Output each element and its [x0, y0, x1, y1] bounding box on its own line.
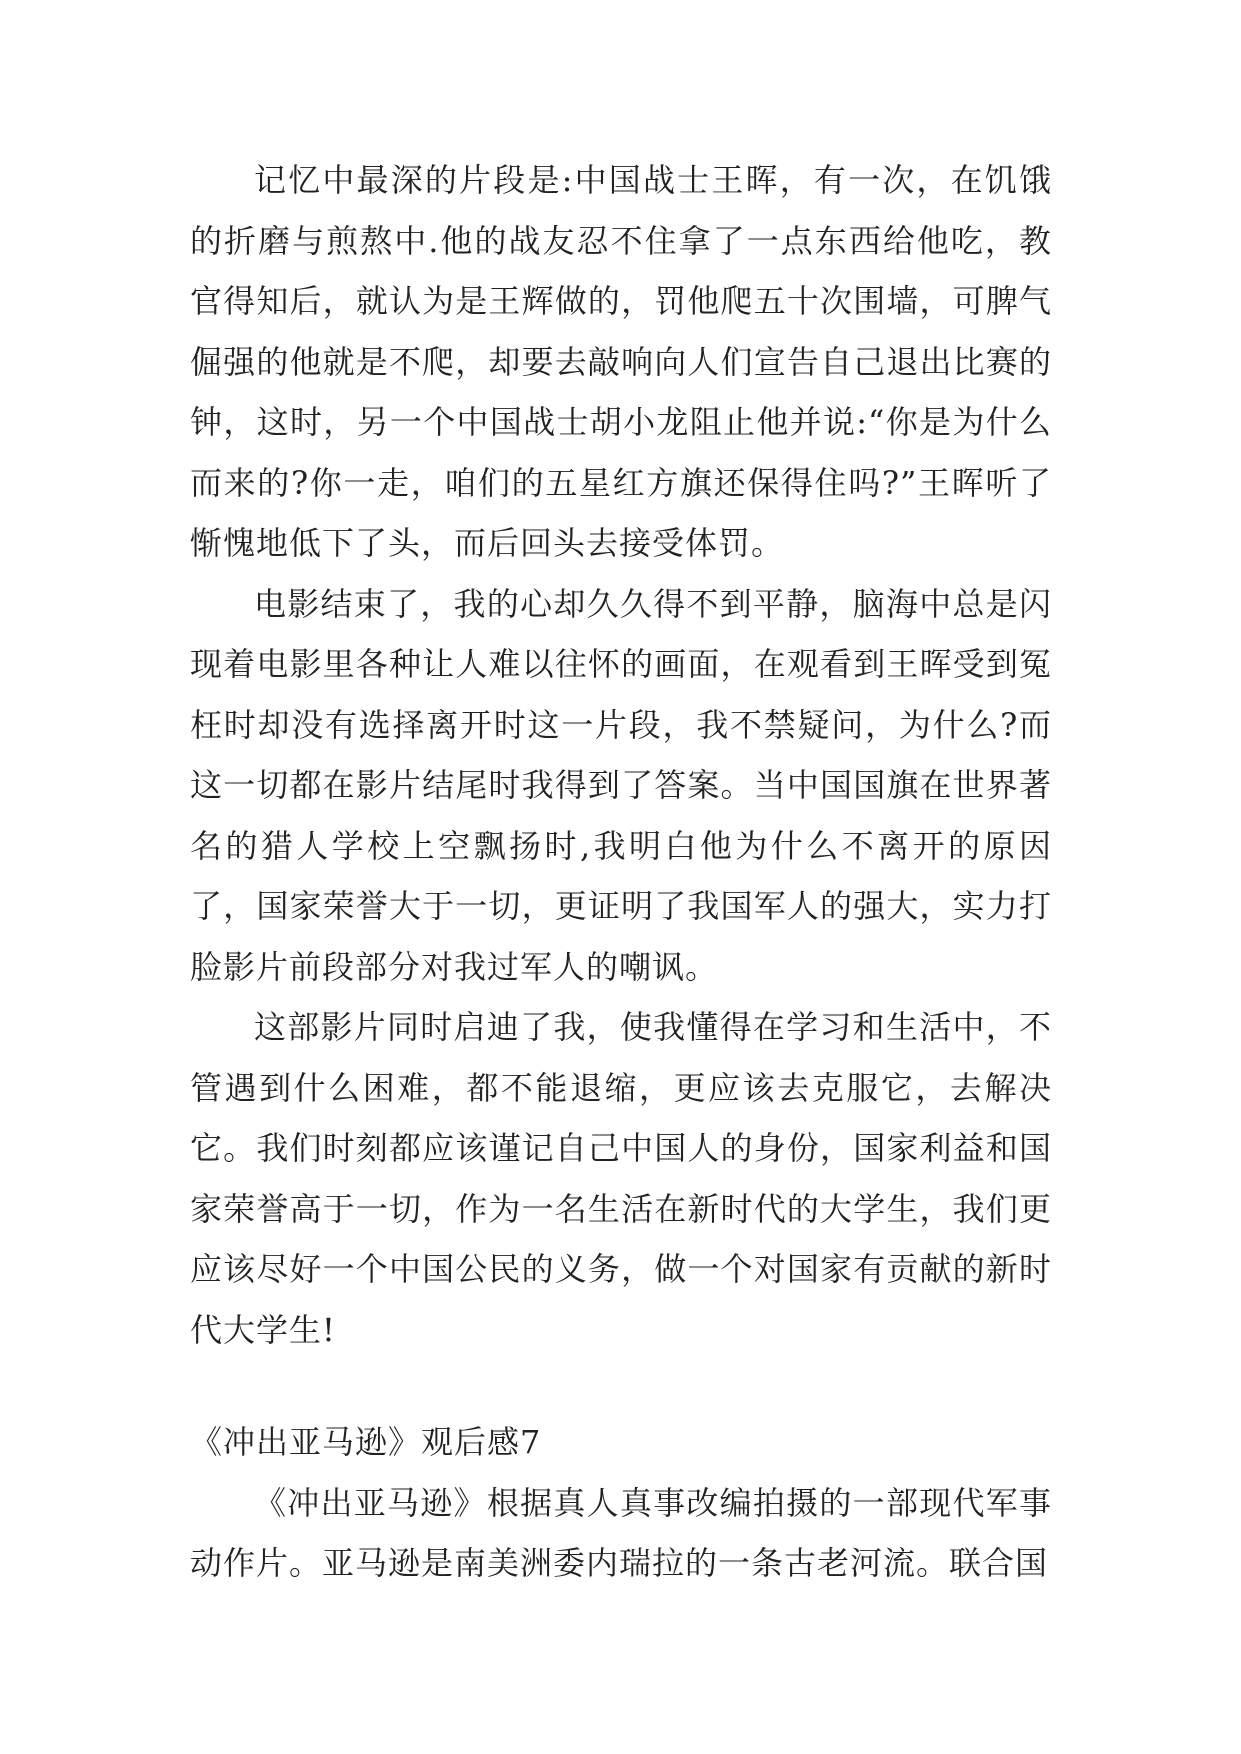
section-paragraph: 《冲出亚马逊》根据真人真事改编拍摄的一部现代军事动作片。亚马逊是南美洲委内瑞拉的一条古老河流。联合国: [190, 1483, 1052, 1582]
body-paragraph-1: 记忆中最深的片段是:中国战士王晖，有一次，在饥饿的折磨与煎熬中.他的战友忍不住拿了一点东西给他吃，教官得知后，就认为是王辉做的，罚他爬五十次围墙，可脾气倔强的他就是不爬，却要去敲响向人们宣告自己退出比赛的钟，这时，另一个中国战士胡小龙阻止他并说:“你是为什么而来的?你一走，咱们的五星红方旗还保得住吗?”王晖听了惭愧地低下了头，而后回头去接受体罚。: [190, 161, 1052, 562]
body-paragraph-2: 电影结束了，我的心却久久得不到平静，脑海中总是闪现着电影里各种让人难以往怀的画面，在观看到王晖受到冤枉时却没有选择离开时这一片段，我不禁疑问，为什么?而这一切都在影片结尾时我得到了答案。当中国国旗在世界著名的猎人学校上空飘扬时,我明白他为什么不离开的原因了，国家荣誉大于一切，更证明了我国军人的强大，实力打脸影片前段部分对我过军人的嘲讽。: [190, 584, 1052, 986]
body-paragraph-3: 这部影片同时启迪了我，使我懂得在学习和生活中，不管遇到什么困难，都不能退缩，更应该去克服它，去解决它。我们时刻都应该谨记自己中国人的身份，国家利益和国家荣誉高于一切，作为一名生活在新时代的大学生，我们更应该尽好一个中国公民的义务，做一个对国家有贡献的新时代大学生!: [190, 1008, 1052, 1349]
section-heading: 《冲出亚马逊》观后感7: [190, 1423, 542, 1461]
document-page: [190, 150, 1052, 1594]
